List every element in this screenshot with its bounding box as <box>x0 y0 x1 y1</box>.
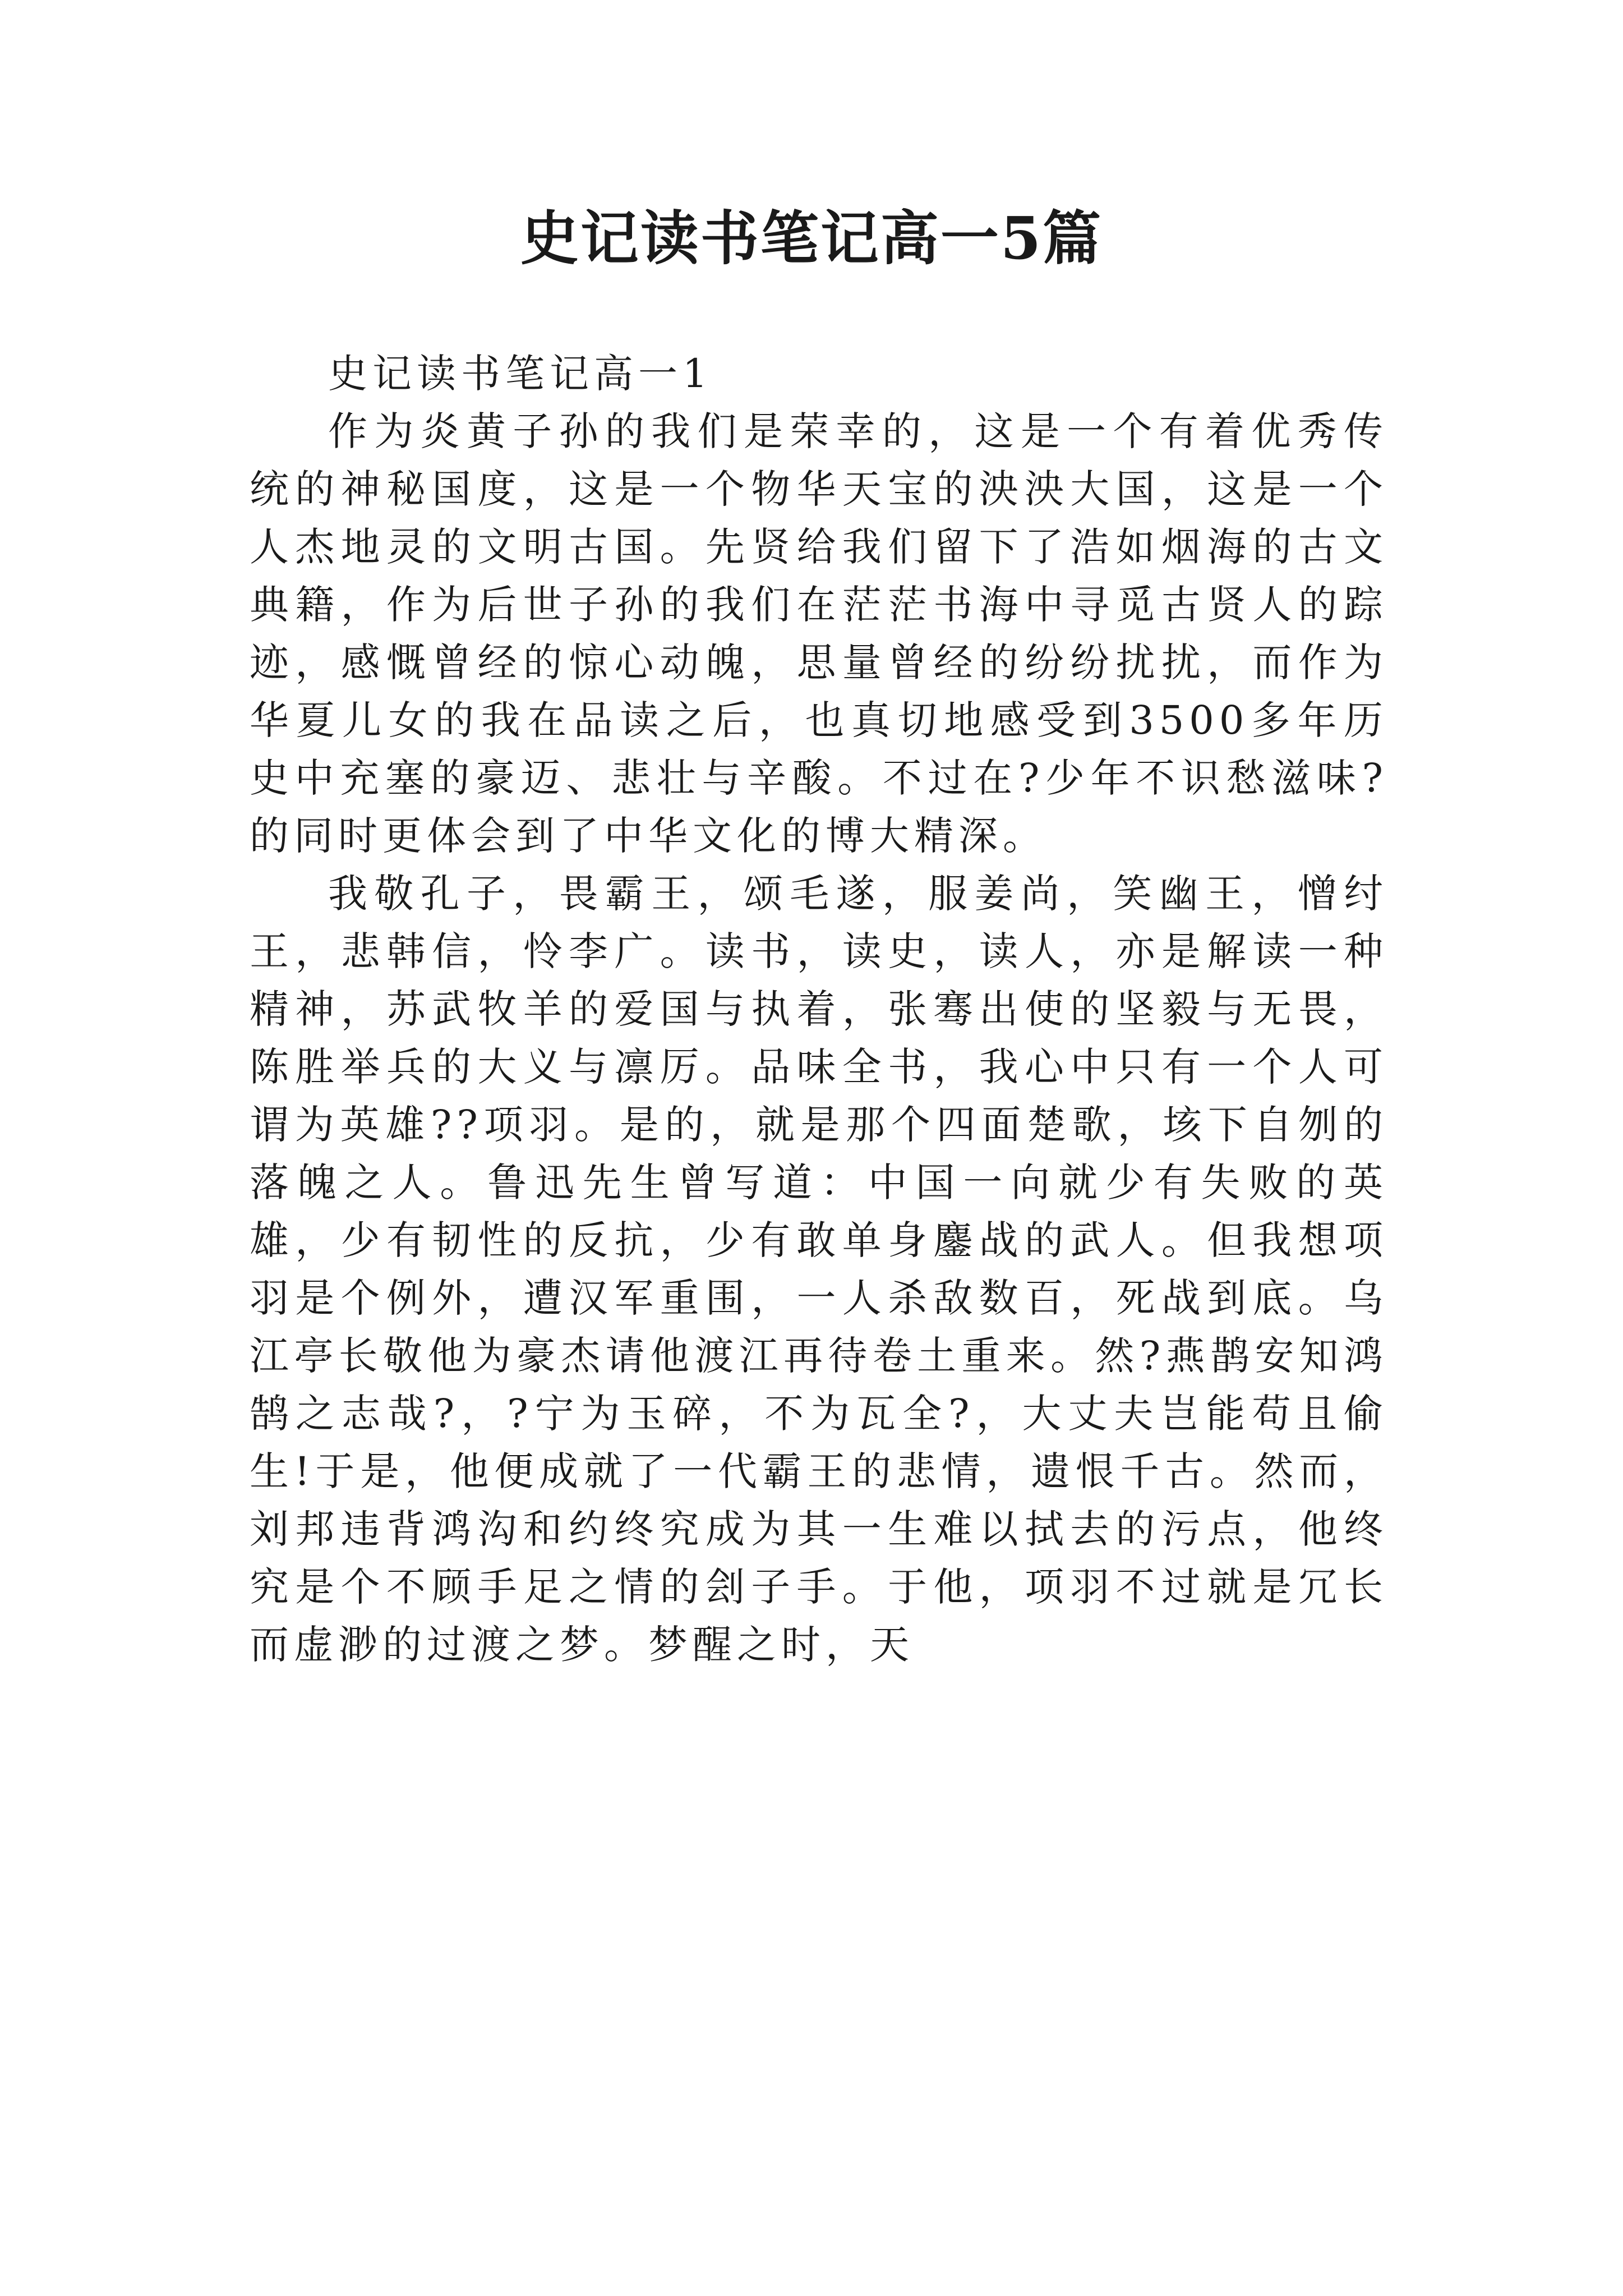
paragraph-1: 作为炎黄子孙的我们是荣幸的，这是一个有着优秀传统的神秘国度，这是一个物华天宝的泱泱大国，这是一个人杰地灵的文明古国。先贤给我们留下了浩如烟海的古文典籍，作为后世子孙的我们在茫茫书海中寻觅古贤人的踪迹，感慨曾经的惊心动魄，思量曾经的纷纷扰扰，而作为华夏儿女的我在品读之后，也真切地感受到3500多年历史中充塞的豪迈、悲壮与辛酸。不过在?少年不识愁滋味?的同时更体会到了中华文化的博大精深。 <box>250 408 1388 859</box>
document-body <box>250 345 1388 1674</box>
document-title: 史记读书笔记高一5篇 <box>520 204 1103 273</box>
section-heading: 史记读书笔记高一1 <box>328 351 713 397</box>
paragraph-2: 我敬孔子，畏霸王，颂毛遂，服姜尚，笑幽王，憎纣王，悲韩信，怜李广。读书，读史，读人，亦是解读一种精神，苏武牧羊的爱国与执着，张骞出使的坚毅与无畏，陈胜举兵的大义与凛厉。品味全书，我心中只有一个人可谓为英雄??项羽。是的，就是那个四面楚歌，垓下自刎的落魄之人。鲁迅先生曾写道：中国一向就少有失败的英雄，少有韧性的反抗，少有敢单身鏖战的武人。但我想项羽是个例外，遭汉军重围，一人杀敌数百，死战到底。乌江亭长敬他为豪杰请他渡江再待卷土重来。然?燕鹊安知鸿鹄之志哉?，?宁为玉碎，不为瓦全?，大丈夫岂能苟且偷生!于是，他便成就了一代霸王的悲情，遗恨千古。然而，刘邦违背鸿沟和约终究成为其一生难以拭去的污点，他终究是个不顾手足之情的刽子手。于他，项羽不过就是冗长而虚渺的过渡之梦。梦醒之时，天 <box>250 871 1388 1668</box>
